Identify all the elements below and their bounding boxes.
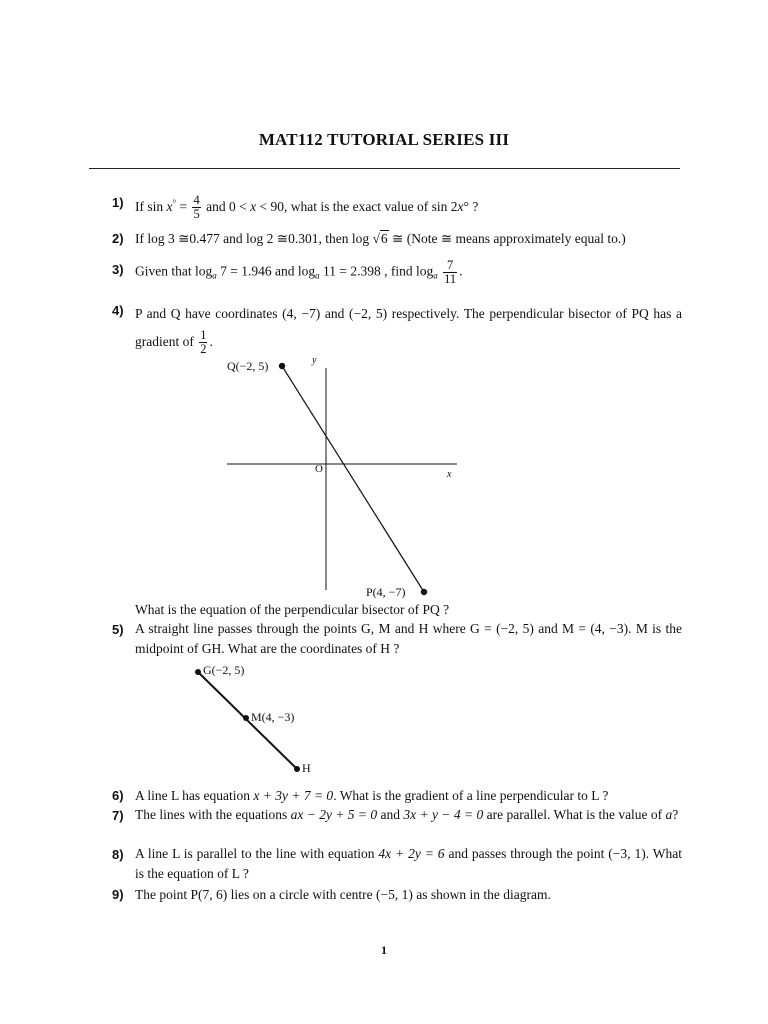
question-number: 9) bbox=[112, 887, 124, 902]
question-text: If sin x° = $\frac{4}{5}$ and 0 < x < 90, what is the exact value of sin 2x° ? bbox=[135, 193, 479, 222]
point-q bbox=[279, 363, 285, 369]
page-number: 1 bbox=[381, 943, 387, 957]
page-title: MAT112 TUTORIAL SERIES III bbox=[258, 130, 510, 149]
m-label: M(4, −3) bbox=[251, 710, 295, 724]
p-label: P(4, −7) bbox=[366, 585, 406, 599]
point-h bbox=[294, 766, 300, 772]
h-label: H bbox=[302, 761, 311, 775]
sqrt-symbol: √ bbox=[372, 231, 380, 246]
question-number: 4) bbox=[112, 303, 124, 318]
question-number: 5) bbox=[112, 622, 124, 637]
question-8 bbox=[112, 844, 682, 884]
x-axis-label: x bbox=[447, 469, 452, 480]
question-7 bbox=[112, 805, 682, 825]
question-number: 1) bbox=[112, 195, 124, 210]
point-p bbox=[421, 589, 427, 595]
question-text: If log 3 ≅0.477 and log 2 ≅0.301, then log √6 ≅ (Note ≅ means approximately equal to.) bbox=[135, 231, 626, 246]
question-number: 2) bbox=[112, 231, 124, 246]
fraction: $\frac{7}{11}$ bbox=[444, 258, 457, 286]
question-text: The point P(7, 6) lies on a circle with centre (−5, 1) as shown in the diagram. bbox=[135, 887, 551, 902]
point-g bbox=[195, 669, 201, 675]
question-number: 8) bbox=[112, 847, 124, 862]
question-4-ask: What is the equation of the perpendicular bisector of PQ ? bbox=[135, 602, 450, 617]
fraction: $\frac{1}{2}$ bbox=[200, 328, 207, 357]
question-text: A line L is parallel to the line with equation 4x + 2y = 6 and passes through the point (−3, 1). What is the equation of L ? bbox=[135, 846, 682, 881]
question-text: A straight line passes through the points G, M and H where G = (−2, 5) and M = (4, −3). M is the midpoint of GH. What are the coordinates of H ? bbox=[135, 621, 682, 656]
question-9 bbox=[112, 884, 682, 906]
question-text: P and Q have coordinates (4, −7) and (−2, 5) respectively. The perpendicular bisector of PQ has a gradient of $\frac{1}{2}$ . bbox=[135, 306, 682, 357]
question-text: A line L has equation x + 3y + 7 = 0. What is the gradient of a line perpendicular to L ? bbox=[135, 788, 609, 803]
segment-pq bbox=[282, 366, 424, 592]
q-label: Q(−2, 5) bbox=[227, 359, 269, 373]
question-6 bbox=[112, 785, 682, 807]
point-m bbox=[243, 715, 249, 721]
y-axis-label: y bbox=[312, 355, 317, 366]
g-label: G(−2, 5) bbox=[203, 663, 245, 677]
origin-label: O bbox=[315, 463, 323, 475]
question-text: The lines with the equations ax − 2y + 5 = 0 and 3x + y − 4 = 0 are parallel. What is the value of a? bbox=[135, 807, 679, 822]
question-5 bbox=[112, 619, 682, 659]
question-number: 7) bbox=[112, 808, 124, 823]
question-number: 3) bbox=[112, 262, 124, 277]
question-text: Given that $\log_a 7 = 1.946$ and $\log_a 11 = 2.398$ , find $\log_a$ $\frac{7}{11}$ . bbox=[135, 258, 463, 286]
question-number: 6) bbox=[112, 788, 124, 803]
fraction: $\frac{4}{5}$ bbox=[193, 193, 200, 222]
